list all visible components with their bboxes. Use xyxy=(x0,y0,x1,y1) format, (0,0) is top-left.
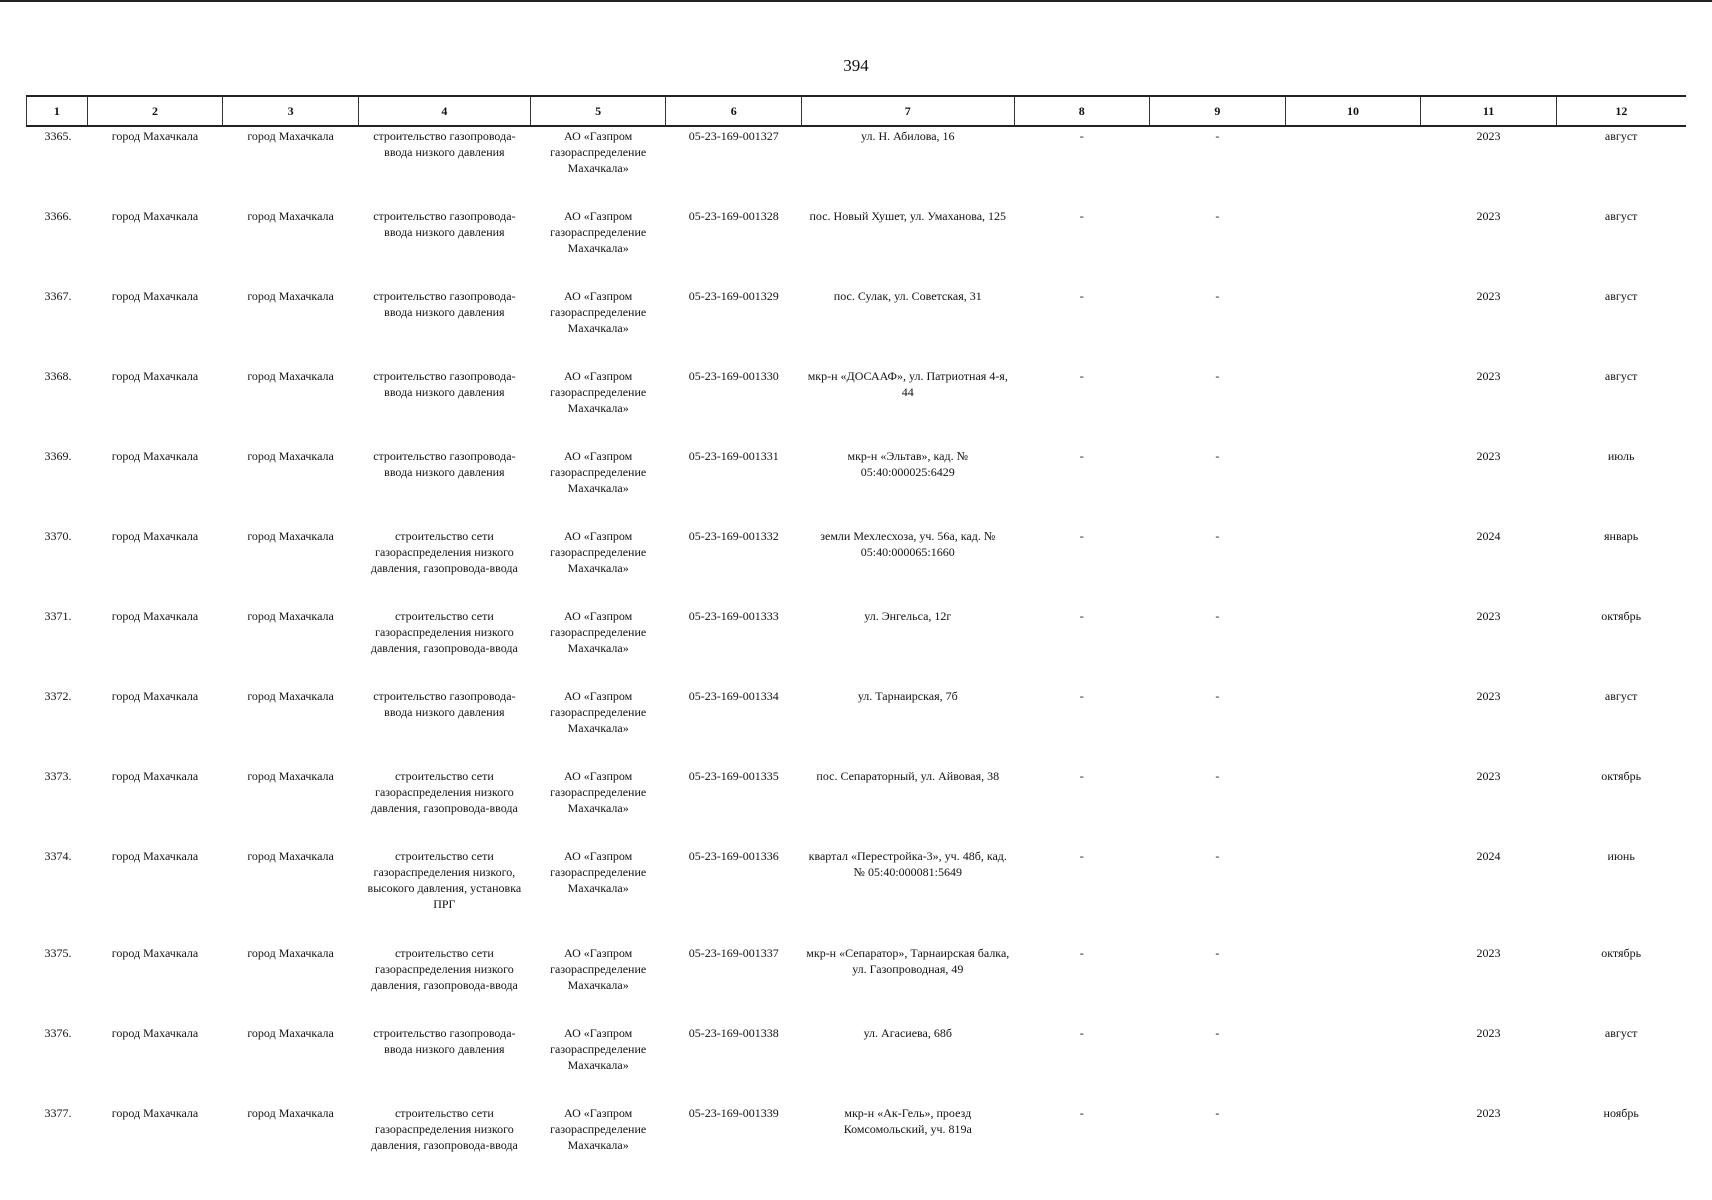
settlement-cell: город Махачкала xyxy=(247,1106,334,1120)
col9-cell: - xyxy=(1215,946,1220,960)
table-row xyxy=(27,126,1687,207)
col8-cell: - xyxy=(1079,689,1084,703)
col8-cell: - xyxy=(1079,769,1084,783)
settlement-cell: город Махачкала xyxy=(247,849,334,863)
code-cell: 05-23-169-001328 xyxy=(688,209,779,223)
column-header: 12 xyxy=(1556,96,1686,126)
code-cell: 05-23-169-001335 xyxy=(688,769,779,783)
column-header: 7 xyxy=(802,96,1014,126)
col8-cell: - xyxy=(1079,209,1084,223)
column-header: 3 xyxy=(223,96,359,126)
column-header: 10 xyxy=(1285,96,1421,126)
month-cell: август xyxy=(1604,209,1638,223)
code-cell: 05-23-169-001331 xyxy=(688,449,779,463)
col9-cell: - xyxy=(1215,689,1220,703)
code-cell: 05-23-169-001339 xyxy=(688,1106,779,1120)
column-header: 8 xyxy=(1014,96,1150,126)
work-type-cell: строительство сети газораспределения низкого, высокого давления, установка ПРГ xyxy=(367,849,522,911)
district-cell: город Махачкала xyxy=(111,369,199,383)
work-type-cell: строительство сети газораспределения низкого давления, газопровода-ввода xyxy=(370,609,518,655)
settlement-cell: город Махачкала xyxy=(247,449,334,463)
address-cell: пос. Новый Хушет, ул. Умаханова, 125 xyxy=(809,209,1007,223)
address-cell: мкр-н «Ак-Гель», проезд Комсомольский, уч. 819а xyxy=(843,1106,972,1136)
col8-cell: - xyxy=(1079,369,1084,383)
district-cell: город Махачкала xyxy=(111,1106,199,1120)
address-cell: мкр-н «ДОСААФ», ул. Патриотная 4-я, 44 xyxy=(807,369,1008,399)
table-row xyxy=(27,447,1687,527)
work-type-cell: строительство газопровода-ввода низкого давления xyxy=(373,369,516,399)
month-cell: октябрь xyxy=(1601,769,1642,783)
col10-cell xyxy=(1285,847,1421,944)
month-cell: январь xyxy=(1604,529,1639,543)
work-type-cell: строительство сети газораспределения низкого давления, газопровода-ввода xyxy=(370,1106,518,1152)
row-number-cell: 3373. xyxy=(44,769,72,783)
year-cell: 2023 xyxy=(1476,449,1501,463)
month-cell: август xyxy=(1604,129,1638,143)
district-cell: город Махачкала xyxy=(111,769,199,783)
month-cell: август xyxy=(1604,1026,1638,1040)
month-cell: июнь xyxy=(1607,849,1635,863)
col9-cell: - xyxy=(1215,209,1220,223)
col10-cell xyxy=(1285,126,1421,207)
table-row xyxy=(27,367,1687,447)
code-cell: 05-23-169-001336 xyxy=(688,849,779,863)
column-header: 1 xyxy=(27,96,88,126)
district-cell: город Махачкала xyxy=(111,946,199,960)
code-cell: 05-23-169-001338 xyxy=(688,1026,779,1040)
code-cell: 05-23-169-001330 xyxy=(688,369,779,383)
district-cell: город Махачкала xyxy=(111,529,199,543)
row-number-cell: 3367. xyxy=(44,289,72,303)
col9-cell: - xyxy=(1215,289,1220,303)
col10-cell xyxy=(1285,367,1421,447)
district-cell: город Махачкала xyxy=(111,449,199,463)
col9-cell: - xyxy=(1215,529,1220,543)
year-cell: 2024 xyxy=(1476,529,1501,543)
col8-cell: - xyxy=(1079,289,1084,303)
col9-cell: - xyxy=(1215,129,1220,143)
year-cell: 2023 xyxy=(1476,689,1501,703)
col8-cell: - xyxy=(1079,1106,1084,1120)
table-row xyxy=(27,207,1687,287)
settlement-cell: город Махачкала xyxy=(247,1026,334,1040)
top-rule xyxy=(0,0,1712,2)
month-cell: июль xyxy=(1607,449,1635,463)
district-cell: город Махачкала xyxy=(111,289,199,303)
year-cell: 2023 xyxy=(1476,609,1501,623)
organization-cell: АО «Газпром газораспределение Махачкала» xyxy=(550,529,647,575)
col9-cell: - xyxy=(1215,849,1220,863)
work-type-cell: строительство сети газораспределения низкого давления, газопровода-ввода xyxy=(370,769,518,815)
settlement-cell: город Махачкала xyxy=(247,946,334,960)
row-number-cell: 3368. xyxy=(44,369,72,383)
year-cell: 2023 xyxy=(1476,1026,1501,1040)
row-number-cell: 3365. xyxy=(44,129,72,143)
address-cell: земли Мехлесхоза, уч. 56а, кад. № 05:40:000065:1660 xyxy=(820,529,996,559)
col10-cell xyxy=(1285,1104,1421,1184)
table-row xyxy=(27,1104,1687,1184)
settlement-cell: город Махачкала xyxy=(247,609,334,623)
table-row xyxy=(27,944,1687,1024)
work-type-cell: строительство газопровода-ввода низкого давления xyxy=(373,209,516,239)
district-cell: город Махачкала xyxy=(111,609,199,623)
column-header: 6 xyxy=(666,96,802,126)
work-type-cell: строительство газопровода-ввода низкого давления xyxy=(373,1026,516,1056)
col9-cell: - xyxy=(1215,769,1220,783)
header-row xyxy=(27,96,1687,126)
table-row xyxy=(27,687,1687,767)
address-cell: пос. Сулак, ул. Советская, 31 xyxy=(833,289,982,303)
year-cell: 2023 xyxy=(1476,289,1501,303)
address-cell: пос. Сепараторный, ул. Айвовая, 38 xyxy=(816,769,1000,783)
year-cell: 2023 xyxy=(1476,946,1501,960)
year-cell: 2023 xyxy=(1476,209,1501,223)
col8-cell: - xyxy=(1079,529,1084,543)
row-number-cell: 3366. xyxy=(44,209,72,223)
organization-cell: АО «Газпром газораспределение Махачкала» xyxy=(550,609,647,655)
month-cell: август xyxy=(1604,289,1638,303)
year-cell: 2023 xyxy=(1476,769,1501,783)
month-cell: октябрь xyxy=(1601,946,1642,960)
column-header: 9 xyxy=(1150,96,1286,126)
settlement-cell: город Махачкала xyxy=(247,369,334,383)
table-row xyxy=(27,287,1687,367)
settlement-cell: город Махачкала xyxy=(247,129,334,143)
organization-cell: АО «Газпром газораспределение Махачкала» xyxy=(550,289,647,335)
settlement-cell: город Махачкала xyxy=(247,769,334,783)
table-row xyxy=(27,847,1687,944)
work-type-cell: строительство газопровода-ввода низкого давления xyxy=(373,449,516,479)
organization-cell: АО «Газпром газораспределение Махачкала» xyxy=(550,369,647,415)
district-cell: город Махачкала xyxy=(111,689,199,703)
work-type-cell: строительство сети газораспределения низкого давления, газопровода-ввода xyxy=(370,529,518,575)
year-cell: 2023 xyxy=(1476,369,1501,383)
col9-cell: - xyxy=(1215,1026,1220,1040)
row-number-cell: 3374. xyxy=(44,849,72,863)
district-cell: город Махачкала xyxy=(111,209,199,223)
page-number: 394 xyxy=(843,56,869,75)
table-row xyxy=(27,767,1687,847)
row-number-cell: 3372. xyxy=(44,689,72,703)
month-cell: ноябрь xyxy=(1603,1106,1639,1120)
code-cell: 05-23-169-001337 xyxy=(688,946,779,960)
code-cell: 05-23-169-001334 xyxy=(688,689,779,703)
month-cell: август xyxy=(1604,689,1638,703)
col8-cell: - xyxy=(1079,609,1084,623)
column-header: 4 xyxy=(358,96,530,126)
code-cell: 05-23-169-001332 xyxy=(688,529,779,543)
district-cell: город Махачкала xyxy=(111,1026,199,1040)
col10-cell xyxy=(1285,607,1421,687)
col10-cell xyxy=(1285,287,1421,367)
row-number-cell: 3375. xyxy=(44,946,72,960)
row-number-cell: 3371. xyxy=(44,609,72,623)
month-cell: октябрь xyxy=(1601,609,1642,623)
organization-cell: АО «Газпром газораспределение Махачкала» xyxy=(550,1026,647,1072)
row-number-cell: 3369. xyxy=(44,449,72,463)
code-cell: 05-23-169-001327 xyxy=(688,129,779,143)
district-cell: город Махачкала xyxy=(111,129,199,143)
col10-cell xyxy=(1285,944,1421,1024)
organization-cell: АО «Газпром газораспределение Махачкала» xyxy=(550,209,647,255)
column-header: 5 xyxy=(530,96,666,126)
settlement-cell: город Махачкала xyxy=(247,289,334,303)
settlement-cell: город Махачкала xyxy=(247,529,334,543)
work-type-cell: строительство газопровода-ввода низкого давления xyxy=(373,689,516,719)
organization-cell: АО «Газпром газораспределение Махачкала» xyxy=(550,449,647,495)
column-header: 11 xyxy=(1421,96,1557,126)
column-header: 2 xyxy=(87,96,223,126)
organization-cell: АО «Газпром газораспределение Махачкала» xyxy=(550,689,647,735)
address-cell: ул. Агасиева, 68б xyxy=(863,1026,952,1040)
col8-cell: - xyxy=(1079,449,1084,463)
work-type-cell: строительство газопровода-ввода низкого давления xyxy=(373,129,516,159)
table-row xyxy=(27,527,1687,607)
row-number-cell: 3370. xyxy=(44,529,72,543)
col9-cell: - xyxy=(1215,449,1220,463)
work-type-cell: строительство сети газораспределения низкого давления, газопровода-ввода xyxy=(370,946,518,992)
col10-cell xyxy=(1285,207,1421,287)
year-cell: 2023 xyxy=(1476,1106,1501,1120)
table-row xyxy=(27,1024,1687,1104)
organization-cell: АО «Газпром газораспределение Махачкала» xyxy=(550,1106,647,1152)
code-cell: 05-23-169-001333 xyxy=(688,609,779,623)
col10-cell xyxy=(1285,527,1421,607)
organization-cell: АО «Газпром газораспределение Махачкала» xyxy=(550,769,647,815)
settlement-cell: город Махачкала xyxy=(247,689,334,703)
address-cell: квартал «Перестройка-3», уч. 48б, кад. № 05:40:000081:5649 xyxy=(808,849,1007,879)
address-cell: мкр-н «Эльтав», кад. № 05:40:000025:6429 xyxy=(847,449,969,479)
address-cell: ул. Энгельса, 12г xyxy=(864,609,952,623)
col10-cell xyxy=(1285,687,1421,767)
col8-cell: - xyxy=(1079,129,1084,143)
col10-cell xyxy=(1285,1024,1421,1104)
district-cell: город Махачкала xyxy=(111,849,199,863)
table-row xyxy=(27,607,1687,687)
col9-cell: - xyxy=(1215,1106,1220,1120)
year-cell: 2024 xyxy=(1476,849,1501,863)
code-cell: 05-23-169-001329 xyxy=(688,289,779,303)
organization-cell: АО «Газпром газораспределение Махачкала» xyxy=(550,129,647,175)
col10-cell xyxy=(1285,447,1421,527)
organization-cell: АО «Газпром газораспределение Махачкала» xyxy=(550,946,647,992)
settlement-cell: город Махачкала xyxy=(247,209,334,223)
col8-cell: - xyxy=(1079,946,1084,960)
address-cell: ул. Н. Абилова, 16 xyxy=(861,129,955,143)
col8-cell: - xyxy=(1079,849,1084,863)
col8-cell: - xyxy=(1079,1026,1084,1040)
row-number-cell: 3377. xyxy=(44,1106,72,1120)
work-type-cell: строительство газопровода-ввода низкого давления xyxy=(373,289,516,319)
organization-cell: АО «Газпром газораспределение Махачкала» xyxy=(550,849,647,895)
col9-cell: - xyxy=(1215,369,1220,383)
registry-table xyxy=(26,95,1686,1184)
year-cell: 2023 xyxy=(1476,129,1501,143)
address-cell: ул. Тарнаирская, 7б xyxy=(857,689,958,703)
row-number-cell: 3376. xyxy=(44,1026,72,1040)
address-cell: мкр-н «Сепаратор», Тарнаирская балка, ул. Газопроводная, 49 xyxy=(806,946,1010,976)
col10-cell xyxy=(1285,767,1421,847)
month-cell: август xyxy=(1604,369,1638,383)
col9-cell: - xyxy=(1215,609,1220,623)
